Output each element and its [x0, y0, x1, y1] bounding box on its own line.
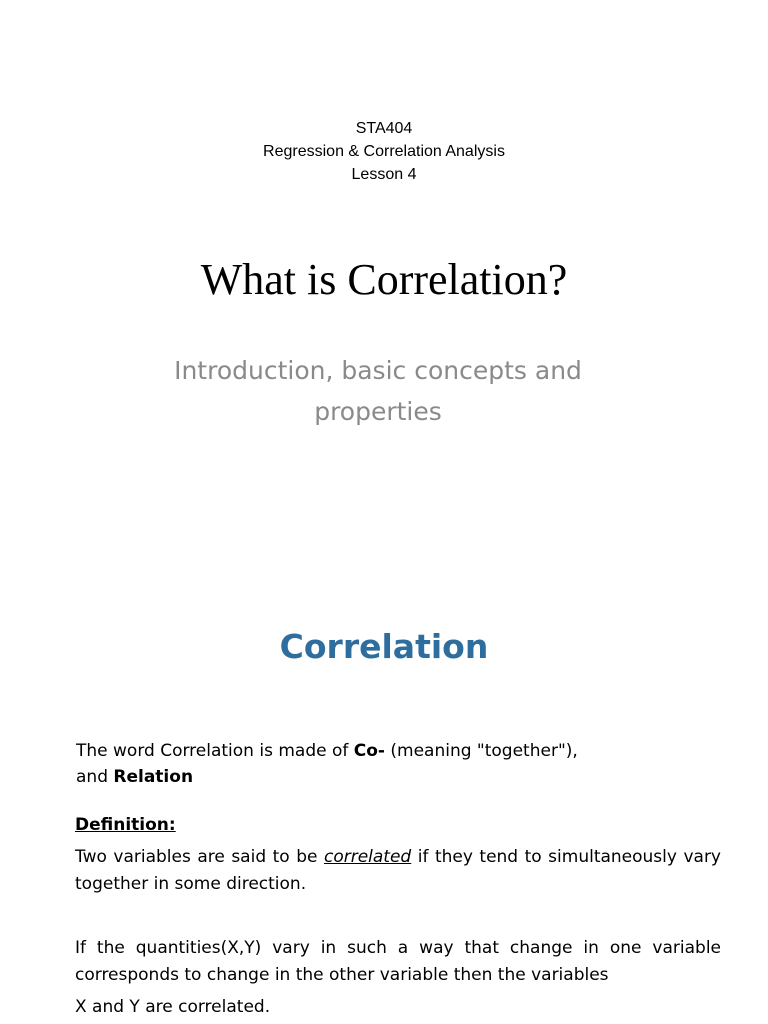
intro-text-3: and — [76, 767, 114, 787]
intro-text-2: (meaning "together"), — [384, 741, 578, 761]
definition-paragraph — [75, 844, 721, 898]
course-header — [0, 117, 768, 186]
lesson-number: Lesson 4 — [351, 166, 417, 183]
course-code: STA404 — [355, 120, 413, 137]
conclusion-line: X and Y are correlated. — [75, 997, 271, 1017]
intro-text-1: The word Correlation is made of — [76, 741, 354, 761]
definition-text-1: Two variables are said to be — [75, 847, 324, 867]
page-subtitle: Introduction, basic concepts and properties — [174, 356, 582, 426]
section-heading: Correlation — [279, 627, 489, 666]
intro-paragraph — [76, 738, 636, 790]
intro-relation-word: Relation — [113, 767, 194, 787]
course-name: Regression & Correlation Analysis — [263, 143, 505, 160]
intro-co-prefix: Co- — [353, 741, 385, 761]
definition-correlated-word: correlated — [323, 847, 412, 867]
page-title: What is Correlation? — [200, 255, 568, 304]
definition-label: Definition: — [75, 815, 176, 835]
quantities-paragraph: If the quantities(X,Y) vary in such a way that change in one variable corresponds to change in the other variable then the variables — [75, 938, 721, 985]
definition-text-2: if they tend to simultaneously vary together in some direction. — [75, 847, 721, 894]
